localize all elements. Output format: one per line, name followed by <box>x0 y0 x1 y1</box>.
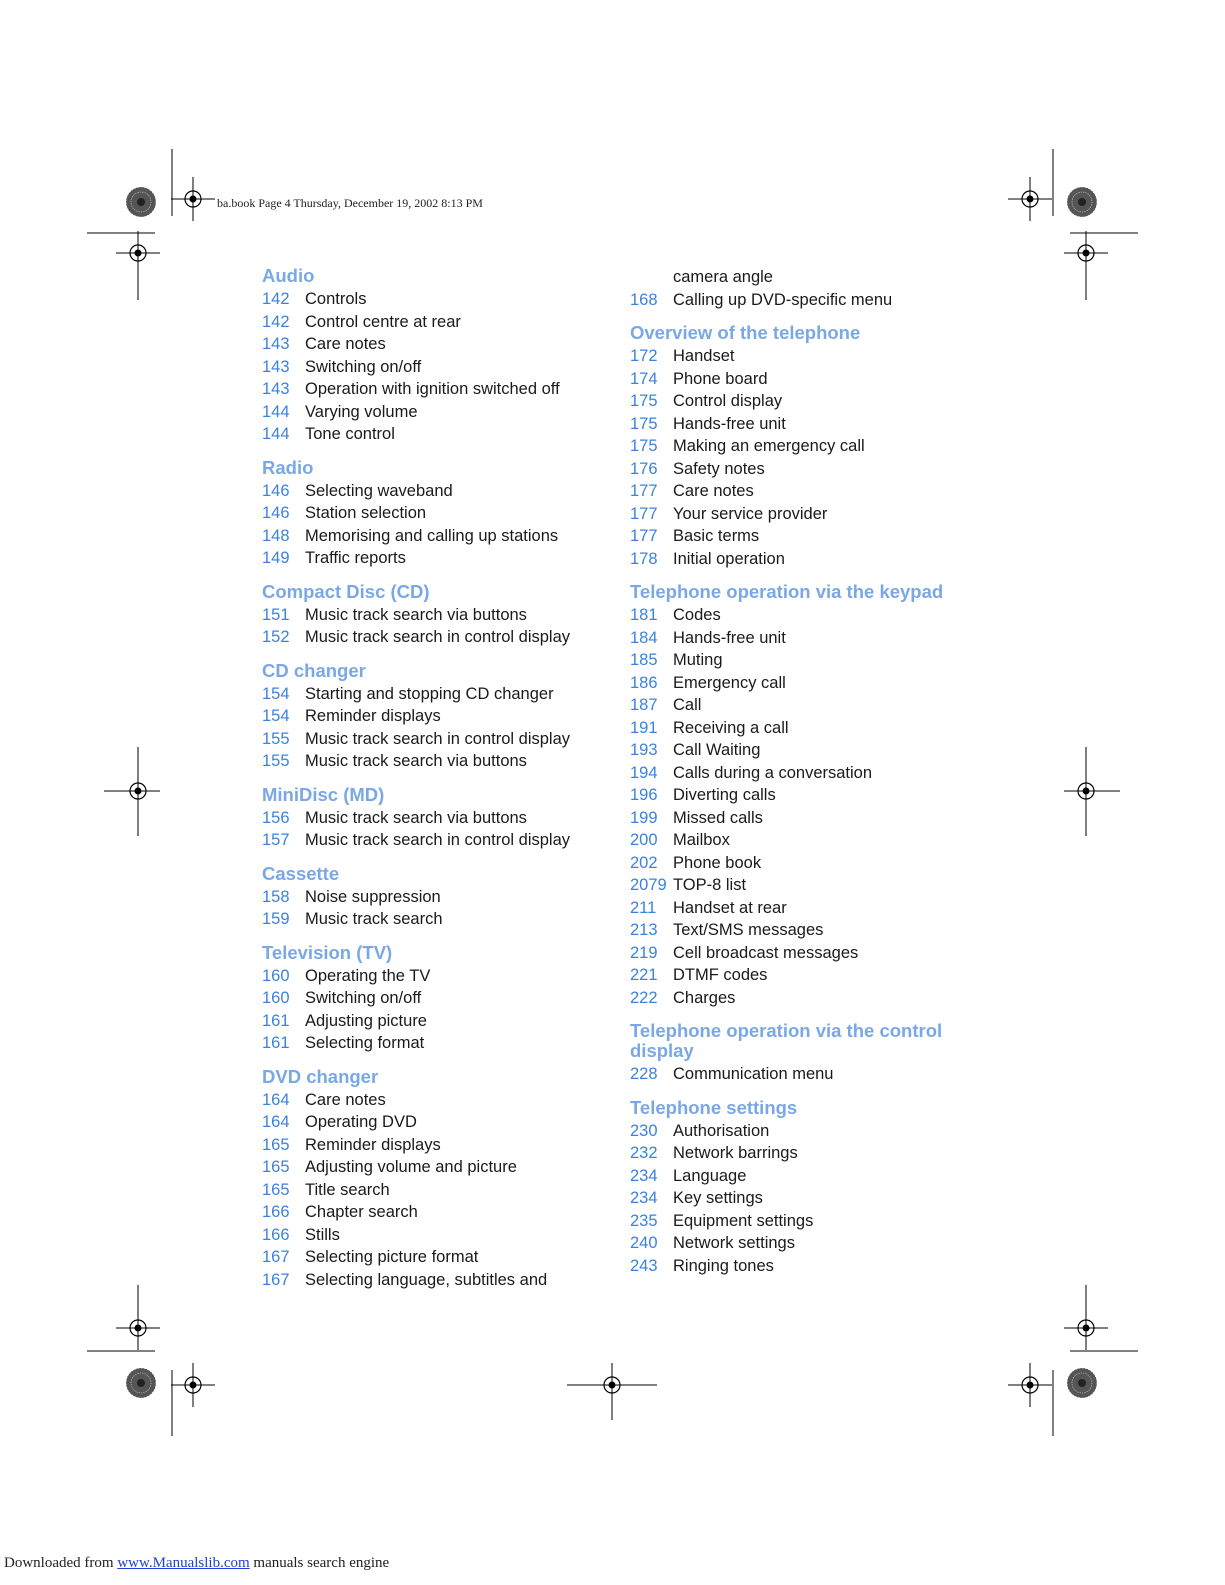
entry-label: TOP-8 list <box>673 876 747 894</box>
page-number: 148 <box>262 526 290 545</box>
page-number: 164 <box>262 1090 290 1109</box>
entry-label: Initial operation <box>673 549 785 568</box>
toc-entry[interactable] <box>630 964 990 987</box>
entry-label: Diverting calls <box>673 786 776 804</box>
toc-entry[interactable] <box>262 378 622 401</box>
toc-entry[interactable] <box>630 604 990 627</box>
footer-prefix: Downloaded from <box>4 1555 118 1571</box>
entry-label: Calling up DVD-specific menu <box>673 290 893 309</box>
entry-label: Selecting format <box>305 1034 425 1052</box>
page-number: 155 <box>262 752 290 770</box>
toc-entry[interactable] <box>262 1010 622 1033</box>
page-number: 157 <box>262 831 290 849</box>
page-number: 230 <box>630 1121 658 1140</box>
registration-target-icon <box>1008 177 1052 221</box>
entry-label: Noise suppression <box>305 887 441 906</box>
registration-target-icon <box>171 1363 215 1407</box>
toc-entry[interactable] <box>630 1232 990 1255</box>
registration-target-icon <box>1008 1363 1052 1407</box>
toc-entry[interactable] <box>630 345 990 368</box>
toc-entry[interactable] <box>630 672 990 695</box>
page-number: 222 <box>630 988 658 1007</box>
page-number: 200 <box>630 831 658 849</box>
page-number: 168 <box>630 290 658 309</box>
entry-label: Charges <box>673 988 736 1007</box>
entry-label: Chapter search <box>305 1203 418 1221</box>
toc-entry[interactable] <box>262 1134 622 1157</box>
page-number: 143 <box>262 357 290 376</box>
entry-label: Hands-free unit <box>673 628 786 647</box>
entry-label: Communication menu <box>673 1065 834 1083</box>
page-number: 186 <box>630 673 658 692</box>
toc-entry[interactable] <box>262 705 622 728</box>
page-number: 2079 <box>630 876 667 894</box>
registration-star-icon <box>126 1368 156 1398</box>
page-number: 165 <box>262 1158 290 1176</box>
entry-label: Emergency call <box>673 673 786 692</box>
toc-entry[interactable] <box>262 1032 622 1055</box>
page-number: 160 <box>262 966 290 985</box>
entry-label: Operation with ignition switched off <box>305 380 560 398</box>
page-number: 187 <box>630 696 658 714</box>
page-number: 181 <box>630 606 658 624</box>
entry-label: Receiving a call <box>673 718 789 737</box>
entry-label: Safety notes <box>673 459 765 478</box>
page-number: 177 <box>630 482 658 500</box>
section-title: Audio <box>262 265 315 286</box>
entry-label: Operating the TV <box>305 966 431 985</box>
page-number: 143 <box>262 380 290 398</box>
footer-suffix: manuals search engine <box>249 1555 390 1571</box>
registration-star-icon <box>126 187 156 217</box>
entry-label: Control display <box>673 392 783 410</box>
page-number: 175 <box>630 414 658 433</box>
entry-label: Varying volume <box>305 402 418 421</box>
entry-label: Phone book <box>673 853 762 872</box>
toc-entry[interactable] <box>262 423 622 446</box>
toc-entry[interactable] <box>630 987 990 1010</box>
page-number: 155 <box>262 729 290 748</box>
toc-entry[interactable] <box>262 626 622 649</box>
toc-entry[interactable] <box>262 311 622 334</box>
toc-entry[interactable] <box>630 1142 990 1165</box>
entry-label: Selecting waveband <box>305 481 453 500</box>
section-title: CD changer <box>262 659 366 681</box>
toc-entry[interactable] <box>630 919 990 942</box>
manualslib-link[interactable]: www.Manualslib.com <box>117 1555 250 1571</box>
toc-entry[interactable] <box>630 525 990 548</box>
toc-entry[interactable] <box>262 683 622 706</box>
toc-entry[interactable] <box>630 435 990 458</box>
toc-entry[interactable] <box>630 1120 990 1143</box>
entry-label: Key settings <box>673 1189 763 1207</box>
toc-entry[interactable] <box>630 897 990 920</box>
page-number: 154 <box>262 707 290 725</box>
toc-entry[interactable] <box>262 288 622 311</box>
page-number: 234 <box>630 1189 658 1207</box>
page-number: 178 <box>630 549 658 568</box>
entry-label: DTMF codes <box>673 966 768 984</box>
page-number: 202 <box>630 853 658 872</box>
page-number: 235 <box>630 1211 658 1230</box>
toc-entry[interactable] <box>262 1179 622 1202</box>
page-number: 228 <box>630 1065 658 1083</box>
page-number: 144 <box>262 425 290 443</box>
page-number: 175 <box>630 392 658 410</box>
toc-left-column <box>262 266 622 1291</box>
entry-label: Music track search via buttons <box>305 752 527 770</box>
toc-entry[interactable] <box>262 1246 622 1269</box>
page-number: 177 <box>630 504 658 523</box>
page-number: 166 <box>262 1225 290 1244</box>
entry-label: Codes <box>673 606 721 624</box>
entry-label: Control centre at rear <box>305 312 461 331</box>
entry-label: Handset <box>673 347 735 365</box>
page-number: 177 <box>630 527 658 545</box>
page-number: 144 <box>262 402 290 421</box>
toc-entry[interactable] <box>262 1089 622 1112</box>
page-number: 159 <box>262 910 290 928</box>
entry-label: Call <box>673 696 702 714</box>
toc-entry[interactable] <box>630 480 990 503</box>
page-number: 167 <box>262 1248 290 1266</box>
toc-entry[interactable] <box>630 1063 990 1086</box>
entry-label: Network barrings <box>673 1144 798 1162</box>
page-number: 184 <box>630 628 658 647</box>
page-number: 149 <box>262 549 290 567</box>
page-number: 232 <box>630 1144 658 1162</box>
toc-entry[interactable] <box>262 480 622 503</box>
page-number: 143 <box>262 335 290 353</box>
page-number: 174 <box>630 369 658 388</box>
toc-entry[interactable] <box>262 604 622 627</box>
toc-entry[interactable] <box>630 548 990 571</box>
page-number: 167 <box>262 1270 290 1289</box>
entry-label: Controls <box>305 290 367 308</box>
toc-entry[interactable] <box>630 627 990 650</box>
registration-star-icon <box>1067 1368 1097 1398</box>
entry-label: Authorisation <box>673 1121 770 1140</box>
toc-entry[interactable] <box>630 739 990 762</box>
toc-entry[interactable] <box>262 547 622 570</box>
page-number: 152 <box>262 628 290 646</box>
toc-entry[interactable] <box>630 266 990 289</box>
toc-entry[interactable] <box>630 413 990 436</box>
toc-entry[interactable] <box>262 1224 622 1247</box>
section-title: Compact Disc (CD) <box>262 580 430 602</box>
section-title: Telephone operation via the keypad <box>630 581 944 602</box>
entry-label: Switching on/off <box>305 357 422 376</box>
entry-label: Your service provider <box>673 504 828 523</box>
section-title: Overview of the telephone <box>630 322 861 343</box>
page-number: 154 <box>262 684 290 703</box>
page-number: 165 <box>262 1135 290 1154</box>
toc-entry[interactable] <box>630 717 990 740</box>
entry-label: Adjusting picture <box>305 1011 427 1030</box>
toc-entry[interactable] <box>262 750 622 773</box>
toc-entry[interactable] <box>262 356 622 379</box>
entry-label: Hands-free unit <box>673 414 786 433</box>
entry-label: Selecting picture format <box>305 1248 479 1266</box>
toc-right-column <box>630 266 990 1277</box>
toc-entry[interactable] <box>630 852 990 875</box>
entry-label: Calls during a conversation <box>673 763 873 782</box>
entry-label: Mailbox <box>673 831 730 849</box>
section-title: Radio <box>262 456 314 478</box>
entry-label: Care notes <box>673 482 754 500</box>
toc-entry[interactable] <box>262 807 622 830</box>
page-number: 161 <box>262 1011 290 1030</box>
entry-label: Care notes <box>305 1090 386 1109</box>
toc-entry[interactable] <box>262 1111 622 1134</box>
toc-entry[interactable] <box>630 829 990 852</box>
section-title: Television (TV) <box>262 941 393 963</box>
print-header-stamp: ba.book Page 4 Thursday, December 19, 2002 8:13 PM <box>217 196 483 210</box>
entry-label: Selecting language, subtitles and <box>305 1270 548 1289</box>
page-number: 172 <box>630 347 658 365</box>
page-number: 211 <box>630 898 657 917</box>
download-footer <box>4 1555 389 1572</box>
entry-label: Basic terms <box>673 527 760 545</box>
section-title: MiniDisc (MD) <box>262 783 385 805</box>
toc-entry[interactable] <box>630 289 990 312</box>
page-number: 146 <box>262 481 290 500</box>
entry-label: Music track search in control display <box>305 831 571 849</box>
entry-label: Operating DVD <box>305 1113 417 1131</box>
page-number: 185 <box>630 651 658 669</box>
entry-label: Reminder displays <box>305 1135 441 1154</box>
toc-entry[interactable] <box>262 886 622 909</box>
entry-label: Call Waiting <box>673 741 761 759</box>
entry-label: Music track search via buttons <box>305 808 527 827</box>
entry-label: Handset at rear <box>673 898 787 917</box>
registration-star-icon <box>1067 187 1097 217</box>
toc-entry[interactable] <box>262 829 622 852</box>
toc-entry[interactable] <box>630 649 990 672</box>
toc-entry[interactable] <box>630 942 990 965</box>
page-number: 221 <box>630 966 658 984</box>
toc-entry[interactable] <box>630 1187 990 1210</box>
toc-entry[interactable] <box>262 1269 622 1292</box>
toc-entry[interactable] <box>630 368 990 391</box>
entry-label: Reminder displays <box>305 707 441 725</box>
toc-entry[interactable] <box>630 1210 990 1233</box>
page-number: 158 <box>262 887 290 906</box>
entry-label: Adjusting volume and picture <box>305 1158 517 1176</box>
page-number: 194 <box>630 763 658 782</box>
toc-entry[interactable] <box>630 390 990 413</box>
page-number: 165 <box>262 1180 290 1199</box>
entry-label: Making an emergency call <box>673 437 865 455</box>
toc-entry[interactable] <box>630 458 990 481</box>
toc-entry[interactable] <box>262 1201 622 1224</box>
entry-label: Switching on/off <box>305 989 422 1007</box>
page-number: 166 <box>262 1203 290 1221</box>
toc-entry[interactable] <box>630 1255 990 1278</box>
toc-entry[interactable] <box>630 874 990 897</box>
page-number: 146 <box>262 504 290 522</box>
page-number: 142 <box>262 290 290 308</box>
page-number: 213 <box>630 921 658 939</box>
entry-label: Muting <box>673 651 723 669</box>
toc-entry[interactable] <box>630 762 990 785</box>
page-number: 151 <box>262 605 290 624</box>
toc-entry[interactable] <box>262 401 622 424</box>
entry-label: Station selection <box>305 504 427 522</box>
page-number: 160 <box>262 989 290 1007</box>
page-number: 240 <box>630 1234 658 1252</box>
page-number: 175 <box>630 437 658 455</box>
toc-entry[interactable] <box>630 694 990 717</box>
section-title: Telephone settings <box>630 1096 798 1118</box>
entry-label: Traffic reports <box>305 549 406 567</box>
section-title: DVD changer <box>262 1065 379 1087</box>
entry-label: Care notes <box>305 335 386 353</box>
entry-label: Network settings <box>673 1234 795 1252</box>
page-number: 193 <box>630 741 658 759</box>
registration-target-icon <box>171 177 215 221</box>
entry-label: Missed calls <box>673 808 763 827</box>
page-number: 243 <box>630 1256 658 1275</box>
page-number: 161 <box>262 1034 290 1052</box>
page-number: 164 <box>262 1113 290 1131</box>
entry-label: Music track search in control display <box>305 628 571 646</box>
toc-entry[interactable] <box>630 503 990 526</box>
page-number: 191 <box>630 718 658 737</box>
entry-label: Music track search via buttons <box>305 605 527 624</box>
toc-entry[interactable] <box>262 987 622 1010</box>
page-number: 219 <box>630 943 658 962</box>
toc-entry[interactable] <box>630 784 990 807</box>
entry-label: Starting and stopping CD changer <box>305 684 554 703</box>
toc-entry[interactable] <box>262 965 622 988</box>
entry-label: Ringing tones <box>673 1256 774 1275</box>
toc-entry[interactable] <box>262 333 622 356</box>
toc-entry[interactable] <box>630 1165 990 1188</box>
section-title: Cassette <box>262 862 340 884</box>
toc-entry[interactable] <box>262 502 622 525</box>
entry-label: Memorising and calling up stations <box>305 526 559 545</box>
page-number: 234 <box>630 1166 658 1185</box>
toc-entry[interactable] <box>262 525 622 548</box>
entry-label: Stills <box>305 1225 340 1244</box>
toc-entry[interactable] <box>262 1156 622 1179</box>
entry-label: Text/SMS messages <box>673 921 824 939</box>
entry-label: Equipment settings <box>673 1211 814 1230</box>
entry-label: Phone board <box>673 369 768 388</box>
toc-entry[interactable] <box>630 807 990 830</box>
toc-entry[interactable] <box>262 728 622 751</box>
entry-label: Cell broadcast messages <box>673 943 859 962</box>
page-number: 196 <box>630 786 658 804</box>
entry-label: camera angle <box>673 268 773 286</box>
entry-label: Music track search in control display <box>305 729 571 748</box>
entry-label: Music track search <box>305 910 443 928</box>
page-number: 176 <box>630 459 658 478</box>
entry-label: Language <box>673 1166 747 1185</box>
page-number: 142 <box>262 312 290 331</box>
page-number: 199 <box>630 808 658 827</box>
toc-entry[interactable] <box>262 908 622 931</box>
page-number: 156 <box>262 808 290 827</box>
section-title: Telephone operation via the control display <box>630 1020 943 1061</box>
entry-label: Title search <box>305 1180 390 1199</box>
entry-label: Tone control <box>305 425 395 443</box>
